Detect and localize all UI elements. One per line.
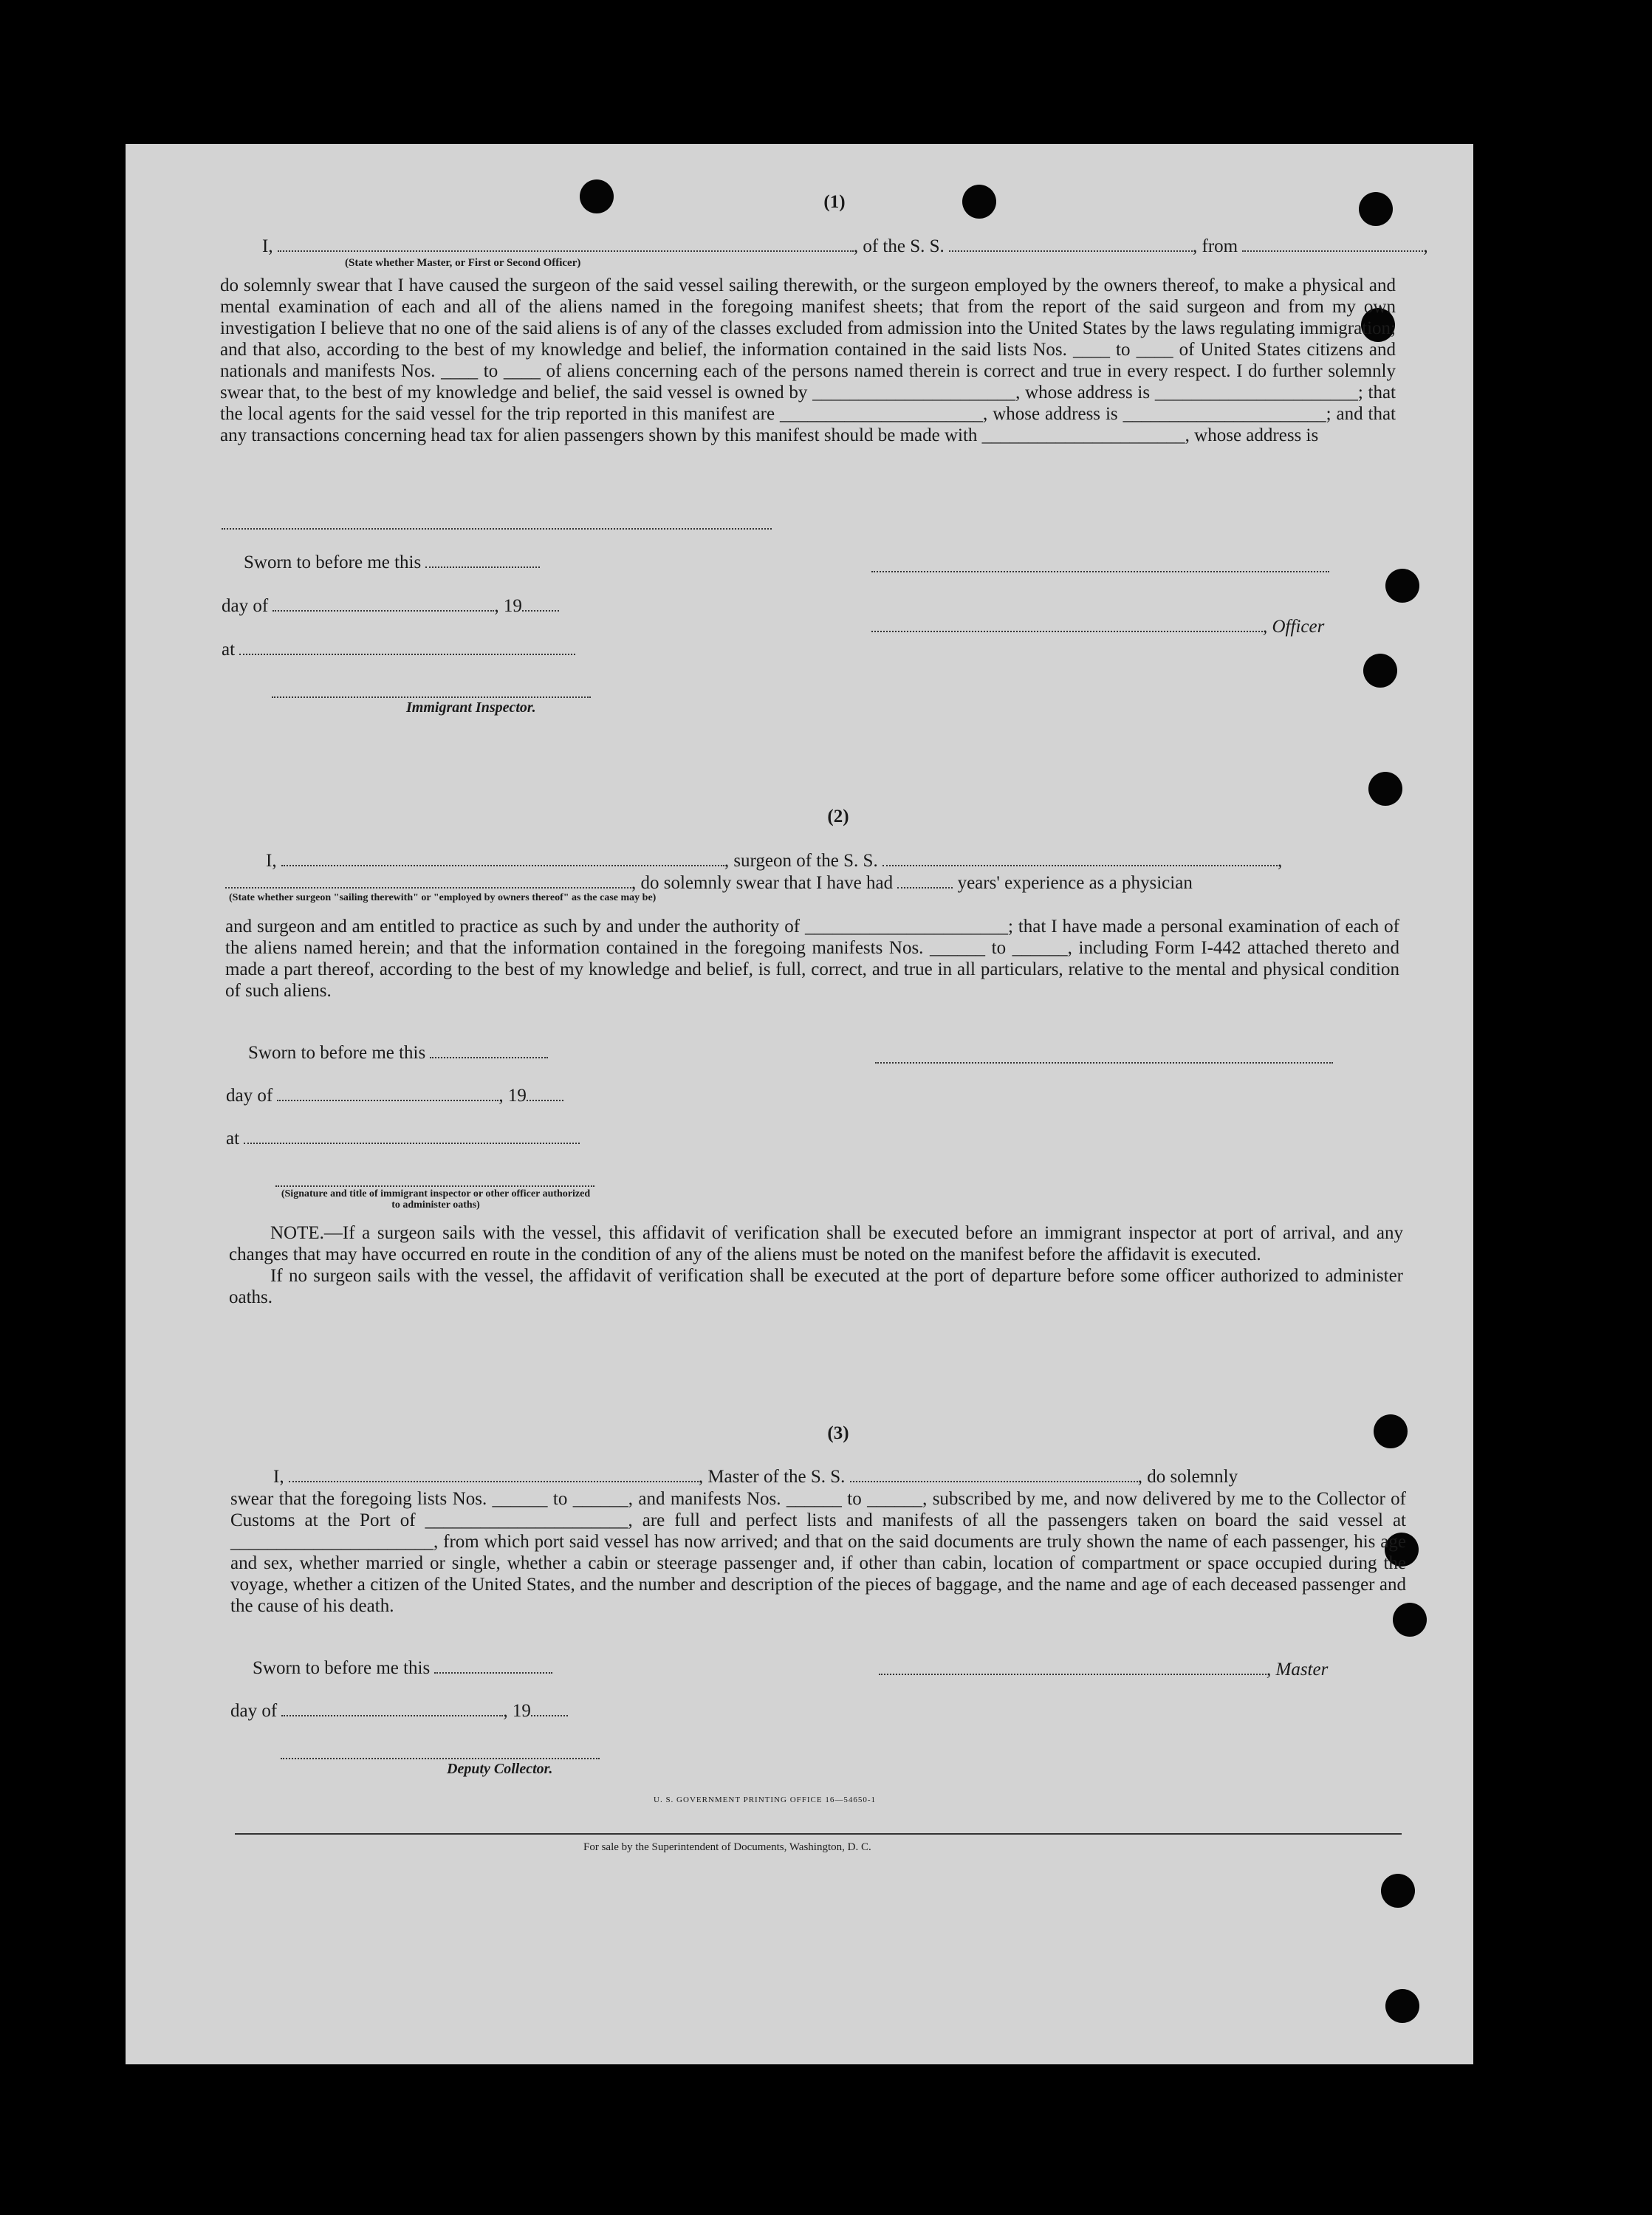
signature-line bbox=[871, 630, 1263, 632]
blank-field bbox=[289, 1480, 699, 1482]
document-page bbox=[126, 144, 1473, 2064]
section-1-title: (1) bbox=[823, 192, 846, 212]
note-paragraph: If no surgeon sails with the vessel, the affidavit of verification shall be executed at the port of departure before some officer authorized to administer oaths. bbox=[229, 1266, 1403, 1307]
blank-field bbox=[434, 1671, 552, 1674]
signature-line bbox=[275, 1185, 594, 1187]
punch-hole bbox=[962, 185, 996, 219]
blank-field bbox=[850, 1480, 1138, 1482]
officer-label: , Officer bbox=[1263, 617, 1325, 637]
blank-field bbox=[425, 566, 540, 568]
blank-field bbox=[1242, 250, 1423, 252]
blank-field bbox=[273, 609, 494, 612]
punch-hole bbox=[1385, 1989, 1419, 2023]
blank-field bbox=[897, 886, 953, 889]
blank-field bbox=[281, 1714, 503, 1716]
immigrant-inspector-caption: Immigrant Inspector. bbox=[406, 699, 536, 716]
section-3-first-line bbox=[273, 1467, 1238, 1487]
signature-line bbox=[879, 1673, 1267, 1675]
sworn-line bbox=[244, 552, 540, 573]
section-2-body bbox=[225, 916, 1399, 1002]
text: Sworn to before me this bbox=[244, 552, 422, 572]
text: day of bbox=[230, 1701, 278, 1721]
signature-title-note: (Signature and title of immigrant inspector or other officer authorized to administer oaths) bbox=[281, 1188, 591, 1211]
text: Sworn to before me this bbox=[248, 1043, 426, 1063]
day-line bbox=[222, 596, 559, 617]
text: , bbox=[1423, 236, 1428, 256]
section-1-body bbox=[220, 275, 1396, 446]
section-2-paragraph: and surgeon and am entitled to practice as such by and under the authority of ______________________; that I have made a personal examination of each of the aliens named herein; and that the information contained in the foregoing manifests Nos. ______ to ______, including Form I-442 attached thereto and made a part thereof, according to the best of my knowledge and belief, is full, correct, and true in all particulars, relative to the mental and physical condition of such aliens. bbox=[225, 917, 1399, 1001]
section-3-body bbox=[230, 1488, 1406, 1617]
day-line bbox=[230, 1701, 568, 1722]
blank-field bbox=[522, 609, 559, 612]
text: at bbox=[222, 640, 236, 660]
text: at bbox=[226, 1129, 240, 1148]
punch-hole bbox=[1363, 654, 1397, 688]
text: , bbox=[1277, 851, 1283, 871]
punch-hole bbox=[1359, 192, 1393, 226]
section-2-first-line bbox=[266, 851, 1282, 872]
text: I, bbox=[262, 236, 273, 256]
blank-field bbox=[949, 250, 1193, 252]
sale-notice: For sale by the Superintendent of Documents, Washington, D. C. bbox=[583, 1841, 871, 1853]
blank-field bbox=[277, 1099, 498, 1101]
punch-hole bbox=[1381, 1874, 1415, 1908]
punch-hole bbox=[1385, 569, 1419, 603]
section-1-paragraph: do solemnly swear that I have caused the surgeon of the said vessel sailing therewith, or the surgeon employed by the owners thereof, to make a physical and mental examination of each and all of the aliens named in the foregoing manifest sheets; that from the report of the said surgeon and from my own investigation I believe that no one of the said aliens is of any of the classes excluded from admission into the United States by the laws regulating immigration; and that also, according to the best of my knowledge and belief, the information contained in the said lists Nos. ____ to ____ of United States citizens and nationals and manifests Nos. ____ to ____ of aliens concerning each of the persons named therein is correct and true in every respect. I do further solemnly swear that, to the best of my knowledge and belief, the said vessel is owned by ______________________, whose address is ______________________; that the local agents for the said vessel for the trip reported in this manifest are ______________________, whose address is ______________________; and that any transactions concerning head tax for alien passengers shown by this manifest should be made with ______________________, whose address is bbox=[220, 275, 1396, 445]
text: , of the S. S. bbox=[853, 236, 945, 256]
blank-field bbox=[882, 864, 1278, 866]
text: , do solemnly swear that I have had bbox=[631, 873, 894, 893]
blank-field bbox=[239, 653, 575, 655]
at-line bbox=[226, 1129, 580, 1149]
text: , surgeon of the S. S. bbox=[724, 851, 878, 871]
section-3-title: (3) bbox=[827, 1423, 849, 1443]
blank-field bbox=[527, 1099, 563, 1101]
section-3-paragraph: swear that the foregoing lists Nos. ______ to ______, and manifests Nos. ______ to ______, subscribed by me, and now delivered by me to the Collector of Customs at the Port of ______________________, are full and perfect lists and manifests of all the passengers taken on board the said vessel at ______________________, from which port said vessel has now arrived; and that on the said documents are truly shown the name of each passenger, his age and sex, whether married or single, whether a cabin or steerage passenger and, if other than cabin, location of compartment or space occupied during the voyage, whether a citizen of the United States, and the number and description of the pieces of baggage, and the name and age of each deceased passenger and the cause of his death. bbox=[230, 1489, 1406, 1616]
signature-line bbox=[871, 571, 1329, 572]
blank-field bbox=[531, 1714, 568, 1716]
text: day of bbox=[226, 1086, 273, 1106]
text: I, bbox=[266, 851, 277, 871]
officer-line bbox=[871, 617, 1324, 637]
section-2-title-note: (State whether surgeon "sailing therewith" or "employed by owners thereof" as the case may be) bbox=[229, 892, 657, 903]
section-2-second-line bbox=[225, 873, 1193, 894]
text: , 19 bbox=[503, 1701, 531, 1721]
master-line bbox=[879, 1660, 1328, 1680]
blank-field bbox=[430, 1056, 548, 1058]
text: , do solemnly bbox=[1137, 1467, 1238, 1487]
at-line bbox=[222, 640, 575, 660]
text: years' experience as a physician bbox=[957, 873, 1193, 893]
note-paragraph: NOTE.—If a surgeon sails with the vessel, this affidavit of verification shall be executed before an immigrant inspector at port of arrival, and any changes that may have occurred en route in the condition of any of the aliens must be noted on the manifest before the affidavit is executed. bbox=[229, 1223, 1403, 1264]
blank-field bbox=[244, 1142, 580, 1144]
punch-hole bbox=[1368, 772, 1402, 806]
day-line bbox=[226, 1086, 563, 1106]
section-1-title-note: (State whether Master, or First or Second Officer) bbox=[345, 257, 581, 269]
text: , 19 bbox=[498, 1086, 527, 1106]
blank-field bbox=[278, 250, 854, 252]
text: I, bbox=[273, 1467, 284, 1487]
sworn-line bbox=[248, 1043, 548, 1064]
deputy-collector-caption: Deputy Collector. bbox=[447, 1761, 553, 1777]
punch-hole bbox=[580, 179, 614, 213]
section-2-title: (2) bbox=[827, 807, 849, 826]
master-label: , Master bbox=[1267, 1660, 1329, 1680]
text: , from bbox=[1193, 236, 1238, 256]
blank-field bbox=[222, 528, 772, 530]
text: day of bbox=[222, 596, 269, 616]
section-2-notes bbox=[229, 1222, 1403, 1308]
text: Sworn to before me this bbox=[253, 1658, 431, 1678]
punch-hole bbox=[1374, 1414, 1408, 1448]
printing-office-imprint: U. S. GOVERNMENT PRINTING OFFICE 16—54650-1 bbox=[654, 1795, 877, 1804]
section-1-first-line bbox=[262, 236, 1428, 257]
sworn-line bbox=[253, 1658, 552, 1679]
footer-rule bbox=[235, 1833, 1402, 1835]
signature-line bbox=[272, 696, 591, 698]
signature-line bbox=[875, 1062, 1333, 1064]
blank-field bbox=[225, 886, 631, 889]
blank-field bbox=[281, 864, 724, 866]
text: , 19 bbox=[494, 596, 522, 616]
text: , Master of the S. S. bbox=[698, 1467, 846, 1487]
signature-line bbox=[281, 1758, 600, 1759]
